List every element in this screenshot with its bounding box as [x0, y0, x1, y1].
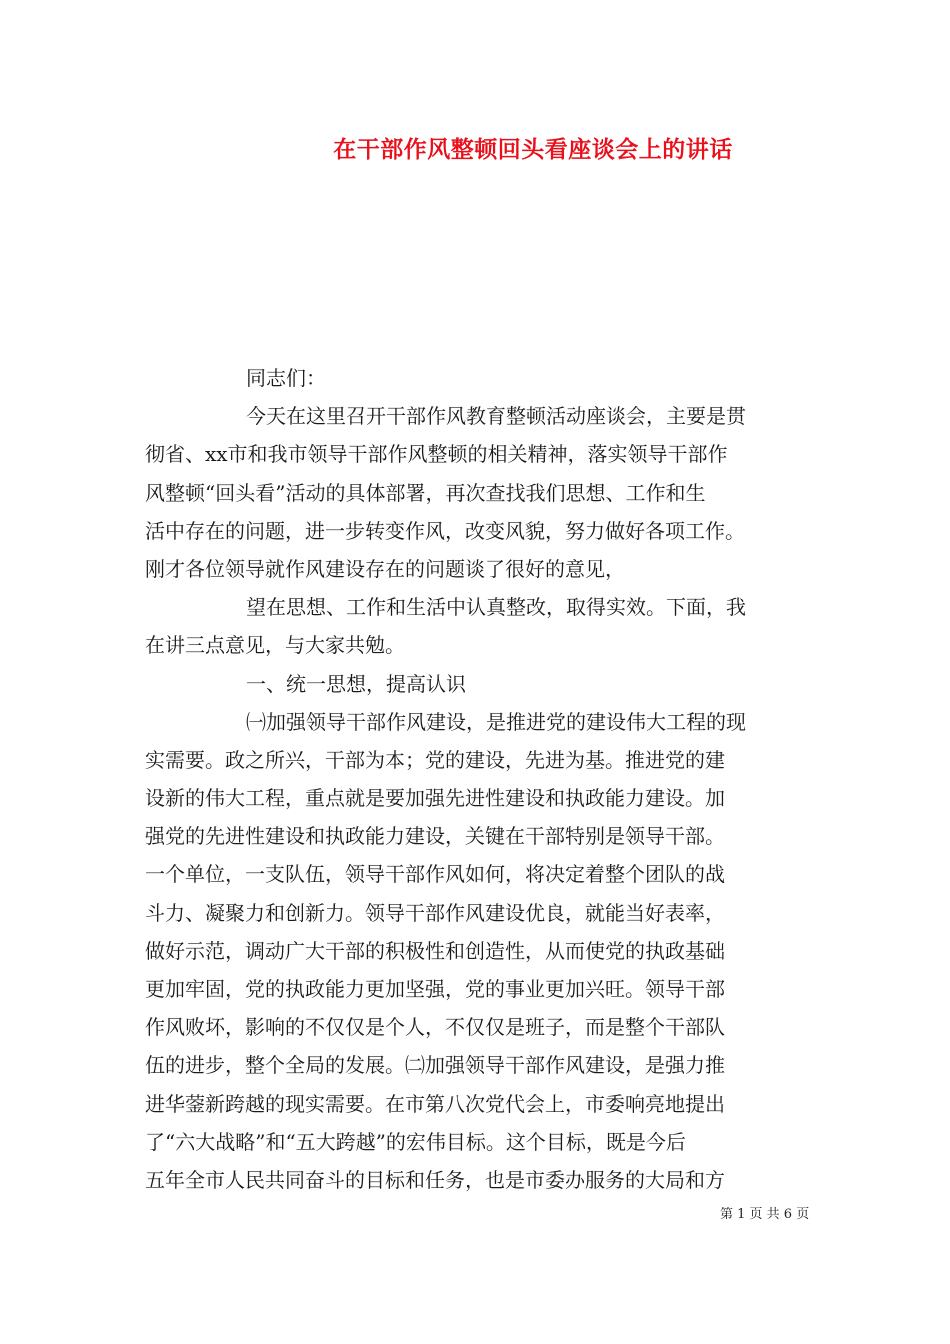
text-line: 五年全市人民共同奋斗的目标和任务，也是市委办服务的大局和方: [145, 1167, 725, 1192]
text-line: 一、统一思想，提高认识: [246, 671, 466, 696]
text-line: 更加牢固，党的执政能力更加坚强，党的事业更加兴旺。领导干部: [145, 977, 725, 1001]
text-line: 同志们：: [246, 366, 326, 390]
text-line: 望在思想、工作和生活中认真整改，取得实效。下面，我: [246, 595, 746, 620]
text-line: 刚才各位领导就作风建设存在的问题谈了很好的意见，: [145, 556, 625, 581]
text-line: 作风败坏，影响的不仅仅是个人，不仅仅是班子，而是整个干部队: [145, 1015, 725, 1040]
text-line: 一个单位，一支队伍，领导干部作风如何，将决定着整个团队的战: [145, 862, 725, 887]
text-line: 活中存在的问题，进一步转变作风，改变风貌，努力做好各项工作。: [145, 518, 745, 543]
text-line: 在讲三点意见，与大家共勉。: [145, 633, 405, 658]
text-line: 实需要。政之所兴，干部为本；党的建设，先进为基。推进党的建: [145, 747, 725, 772]
text-line: 伍的进步，整个全局的发展。㈡加强领导干部作风建设，是强力推: [145, 1053, 725, 1078]
page-footer: 第 1 页 共 6 页: [720, 1207, 810, 1222]
text-line: 进华蓥新跨越的现实需要。在市第八次党代会上，市委响亮地提出: [145, 1091, 725, 1116]
text-line: 斗力、凝聚力和创新力。领导干部作风建设优良，就能当好表率，: [145, 900, 725, 925]
document-body: [145, 359, 815, 1199]
text-line: ㈠加强领导干部作风建设，是推进党的建设伟大工程的现: [246, 709, 746, 734]
text-line: 彻省、xx市和我市领导干部作风整顿的相关精神，落实领导干部作: [145, 442, 728, 467]
text-line: 了“六大战略”和“五大跨越”的宏伟目标。这个目标，既是今后: [145, 1129, 686, 1154]
text-line: 风整顿“回头看”活动的具体部署，再次查找我们思想、工作和生: [145, 480, 706, 505]
text-line: 今天在这里召开干部作风教育整顿活动座谈会，主要是贯: [246, 404, 746, 429]
text-line: 做好示范，调动广大干部的积极性和创造性，从而使党的执政基础: [145, 938, 725, 963]
text-line: 设新的伟大工程，重点就是要加强先进性建设和执政能力建设。加: [145, 786, 725, 811]
text-line: 强党的先进性建设和执政能力建设，关键在干部特别是领导干部。: [145, 824, 725, 849]
document-title: 在干部作风整顿回头看座谈会上的讲话: [333, 136, 733, 163]
